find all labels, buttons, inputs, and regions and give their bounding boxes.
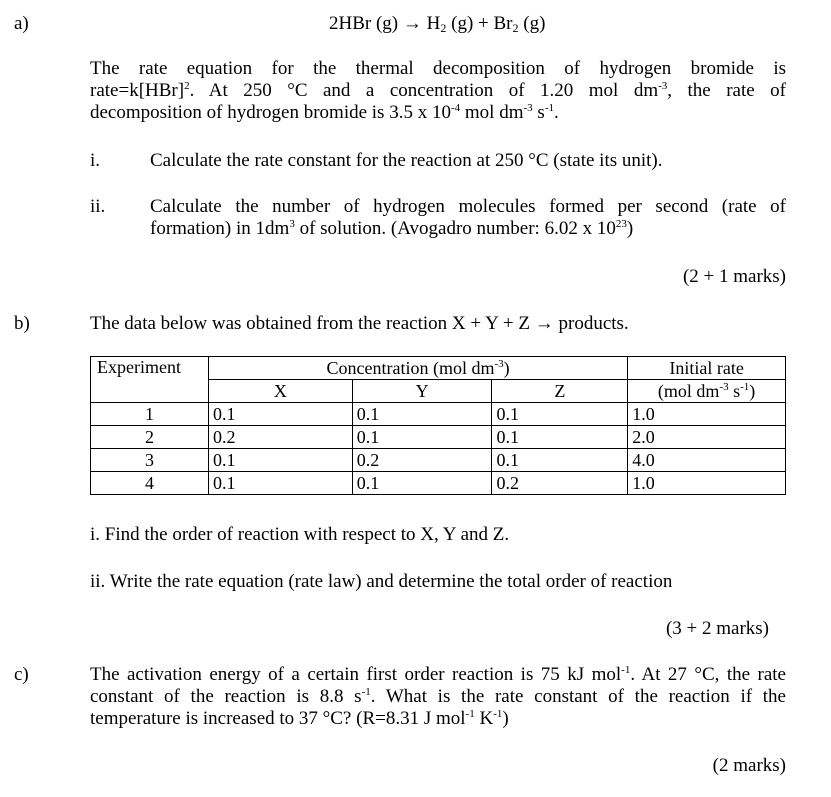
x-cell: 0.1 — [208, 449, 352, 472]
reaction-equation: 2HBr $(g) \to H_2$ $(g) + Br_2$ (g) — [329, 13, 546, 35]
column-y-header: Y — [352, 380, 492, 403]
arrow-icon: → — [534, 313, 554, 334]
question-a-i-text: Calculate the rate constant for the reaction at 250 °C (state its unit). — [150, 150, 663, 171]
question-b-i: i. Find the order of reaction with respect to X, Y and Z. — [90, 524, 510, 545]
table-row — [91, 449, 786, 472]
x-cell: 0.2 — [208, 426, 352, 449]
rate-cell: 1.0 — [628, 403, 786, 426]
z-cell: 0.2 — [492, 472, 628, 495]
x-cell: 0.1 — [208, 472, 352, 495]
paragraph-a-line-2: rate=k[HBr]$^2$. At 250 °C and a concentration of 1.20 mol $dm^{-3}$, the rate of — [90, 80, 787, 101]
y-cell: 0.1 — [352, 403, 492, 426]
table-row — [91, 403, 786, 426]
question-b-ii: ii. Write the rate equation (rate law) and determine the total order of reaction — [90, 571, 673, 592]
data-table — [90, 356, 786, 495]
paragraph-a-line-3: decomposition of hydrogen bromide is 3.5 x $10^{-4}$ mol $dm^{-3}$ $s^{-1}$. — [90, 102, 559, 123]
table-row — [91, 426, 786, 449]
experiment-cell: 3 — [91, 449, 209, 472]
part-a-label: a) — [14, 13, 29, 34]
paragraph-c-line-1: The activation energy of a certain first order reaction is 75 kJ mol$^{-1}$. At 27 °C, the rate — [90, 664, 786, 685]
question-a-i-number: i. — [90, 150, 101, 171]
marks-b: (3 + 2 marks) — [665, 618, 769, 639]
y-cell: 0.1 — [352, 472, 492, 495]
z-cell: 0.1 — [492, 426, 628, 449]
part-b-label: b) — [14, 313, 30, 334]
y-cell: 0.2 — [352, 449, 492, 472]
experiment-cell: 1 — [91, 403, 209, 426]
x-cell: 0.1 — [208, 403, 352, 426]
question-a-ii-number: ii. — [90, 196, 106, 217]
arrow-icon: → — [402, 13, 422, 34]
rate-cell: 1.0 — [628, 472, 786, 495]
z-cell: 0.1 — [492, 449, 628, 472]
rate-cell: 2.0 — [628, 426, 786, 449]
question-a-ii-line-1: Calculate the number of hydrogen molecules formed per second (rate of — [150, 196, 786, 217]
part-b-intro: The data below was obtained from the reaction X + Y + Z → products. — [90, 313, 629, 334]
table-header-row — [91, 357, 786, 380]
marks-a: (2 + 1 marks) — [682, 266, 786, 287]
column-x-header: X — [208, 380, 352, 403]
concentration-header: Concentration (mol $dm^{-3}$) — [208, 357, 627, 380]
experiment-cell: 2 — [91, 426, 209, 449]
rate-unit-header: (mol $dm^{-3}$ $s^{-1}$) — [628, 380, 786, 403]
part-c-label: c) — [14, 664, 29, 685]
experiment-header: Experiment — [91, 357, 209, 403]
experiment-cell: 4 — [91, 472, 209, 495]
initial-rate-header: Initial rate — [628, 357, 786, 380]
paragraph-c-line-3: temperature is increased to 37 °C? (R=8.31 J mol$^{-1}$ $K^{-1}$) — [90, 708, 509, 729]
z-cell: 0.1 — [492, 403, 628, 426]
column-z-header: Z — [492, 380, 628, 403]
table-row — [91, 472, 786, 495]
y-cell: 0.1 — [352, 426, 492, 449]
paragraph-a-line-1: The rate equation for the thermal decomposition of hydrogen bromide is — [90, 58, 786, 79]
question-a-ii-line-2: formation) in $1dm^3$ of solution. (Avogadro number: 6.02 x $10^{23}$) — [150, 218, 634, 239]
rate-cell: 4.0 — [628, 449, 786, 472]
marks-c: (2 marks) — [712, 755, 786, 776]
paragraph-c-line-2: constant of the reaction is 8.8 $s^{-1}$. What is the rate constant of the reaction if the — [90, 686, 786, 707]
